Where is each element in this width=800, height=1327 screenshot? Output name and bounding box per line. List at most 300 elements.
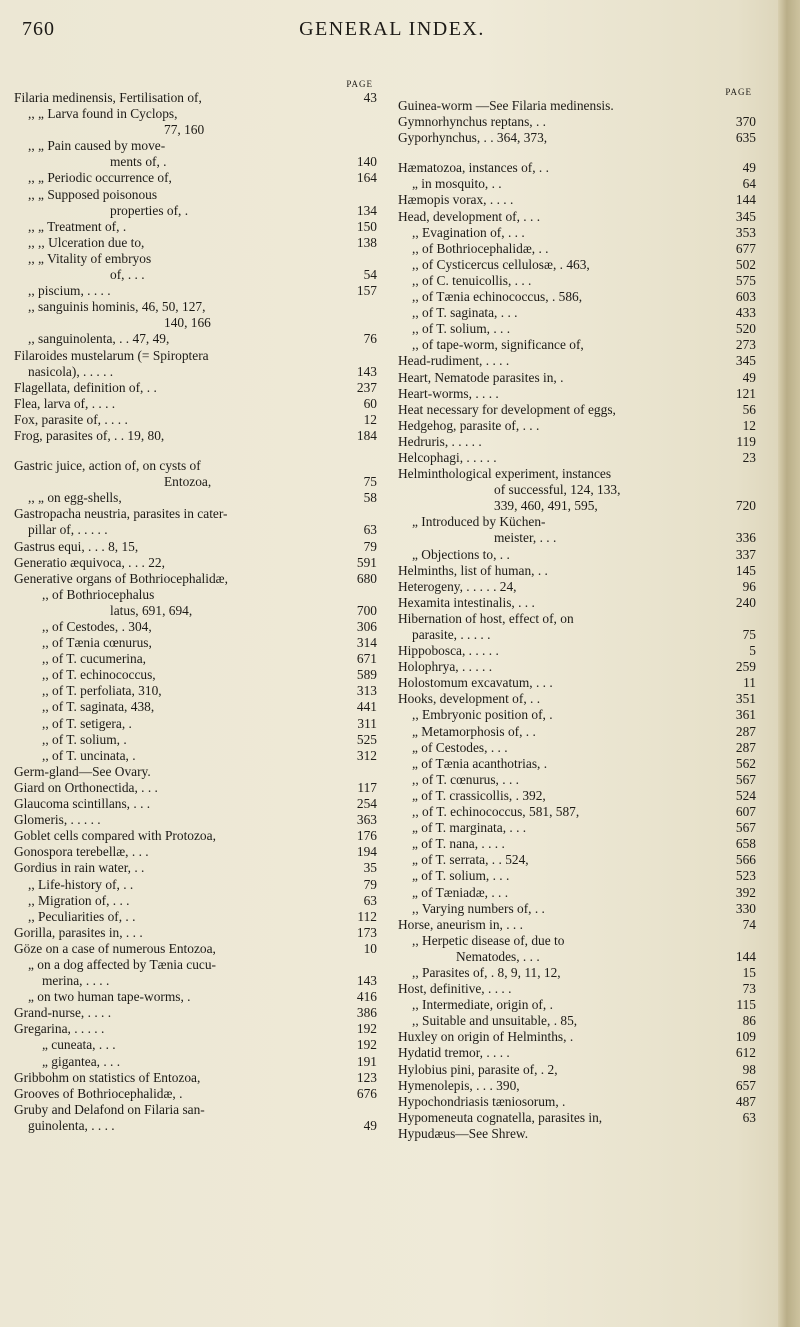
index-entry — [14, 267, 379, 283]
entry-text: Hydatid tremor, . . . . — [398, 1045, 510, 1061]
entry-page-ref: 525 — [356, 731, 377, 747]
index-entry — [14, 812, 379, 828]
entry-text: Helminthological experiment, instances — [398, 466, 612, 482]
entry-text: Gonospora terebellæ, . . . — [14, 844, 149, 860]
entry-page-ref: 49 — [742, 369, 756, 385]
entry-text: „ on a dog affected by Tænia cucu- — [28, 956, 217, 972]
entry-text: Hypomeneuta cognatella, parasites in, — [398, 1109, 603, 1125]
index-entry — [14, 1102, 379, 1118]
entry-page-ref: 109 — [735, 1029, 756, 1045]
index-entry — [14, 667, 379, 683]
entry-page-ref: 575 — [735, 272, 756, 288]
index-entry — [14, 603, 379, 619]
entry-text: Gribbohm on statistics of Entozoa, — [14, 1069, 201, 1085]
entry-text: guinolenta, . . . . — [28, 1117, 115, 1133]
entry-page-ref: 287 — [735, 723, 756, 739]
index-entry — [14, 1070, 379, 1086]
entry-text: nasicola), . . . . . — [28, 363, 114, 379]
entry-page-ref: 562 — [735, 755, 756, 771]
entry-text: ,, Migration of, . . . — [28, 892, 130, 908]
entry-page-ref: 143 — [356, 363, 377, 379]
index-entry — [14, 1054, 379, 1070]
entry-text: Heat necessary for development of eggs, — [398, 401, 616, 417]
entry-text: Flagellata, definition of, . . — [14, 379, 157, 395]
entry-page-ref: 64 — [742, 176, 756, 192]
entry-text: „ of T. nana, . . . . — [412, 836, 505, 852]
entry-text: 140, 166 — [164, 315, 211, 331]
index-entry — [398, 530, 758, 546]
entry-page-ref: 589 — [356, 667, 377, 683]
entry-page-ref: 591 — [356, 554, 377, 570]
index-entry — [14, 619, 379, 635]
index-entry — [398, 289, 758, 305]
entry-text: ,, sanguinis hominis, 46, 50, 127, — [28, 299, 206, 315]
index-entry — [14, 1005, 379, 1021]
entry-page-ref: 173 — [356, 924, 377, 940]
entry-page-ref: 312 — [356, 747, 377, 763]
index-entry — [14, 989, 379, 1005]
entry-text: Gruby and Delafond on Filaria san- — [14, 1101, 205, 1117]
entry-page-ref: 524 — [735, 787, 756, 803]
index-entry — [14, 683, 379, 699]
index-entry — [14, 283, 379, 299]
index-entry — [398, 659, 758, 675]
entry-page-ref: 74 — [742, 916, 756, 932]
index-entry — [14, 1086, 379, 1102]
index-entry — [398, 418, 758, 434]
entry-text: Hibernation of host, effect of, on — [398, 610, 574, 626]
index-entry — [398, 1029, 758, 1045]
entry-text: ,, Life-history of, . . — [28, 876, 134, 892]
entry-text: ,, piscium, . . . . — [28, 283, 111, 299]
entry-text: Heart-worms, . . . . — [398, 385, 499, 401]
entry-page-ref: 314 — [356, 635, 377, 651]
entry-text: 339, 460, 491, 595, — [494, 498, 598, 514]
index-entry — [14, 635, 379, 651]
entry-text: Hippobosca, . . . . . — [398, 643, 499, 659]
index-entry — [14, 235, 379, 251]
entry-text: ,, „ Larva found in Cyclops, — [28, 106, 178, 122]
index-entry — [14, 764, 379, 780]
entry-page-ref: 336 — [735, 530, 756, 546]
index-entry — [14, 699, 379, 715]
entry-text: Guinea-worm —See Filaria medinensis. — [398, 98, 614, 113]
index-entry — [398, 917, 758, 933]
entry-page-ref: 416 — [356, 989, 377, 1005]
entry-page-ref: 138 — [356, 234, 377, 250]
index-entry — [398, 353, 758, 369]
entry-text: Hedruris, . . . . . — [398, 433, 482, 449]
index-entry — [398, 337, 758, 353]
entry-text: Hypochondriasis tæniosorum, . — [398, 1093, 566, 1109]
index-entry — [398, 1062, 758, 1078]
entry-page-ref: 140 — [356, 154, 377, 170]
index-entry — [14, 396, 379, 412]
index-entry — [398, 305, 758, 321]
index-entry — [398, 965, 758, 981]
entry-text: ,, of T. uncinata, . — [42, 747, 136, 763]
entry-page-ref: 79 — [363, 876, 377, 892]
entry-text: Helcophagi, . . . . . — [398, 449, 497, 465]
entry-text: ,, of T. echinococcus, — [42, 667, 156, 683]
entry-page-ref: 392 — [735, 884, 756, 900]
index-entry — [398, 820, 758, 836]
entry-text: ments of, . — [110, 154, 167, 170]
index-entry — [14, 796, 379, 812]
entry-page-ref: 254 — [356, 796, 377, 812]
index-entry — [398, 1126, 758, 1142]
index-entry — [14, 860, 379, 876]
index-entry — [398, 852, 758, 868]
entry-page-ref: 121 — [735, 385, 756, 401]
entry-text: Hedgehog, parasite of, . . . — [398, 417, 540, 433]
entry-text: Generative organs of Bothriocephalidæ, — [14, 570, 228, 586]
entry-text: ,, Varying numbers of, . . — [412, 900, 545, 916]
entry-text: ,, ,, Ulceration due to, — [28, 234, 145, 250]
entry-text: ,, „ Vitality of embryos — [28, 250, 152, 266]
entry-text: „ in mosquito, . . — [412, 176, 502, 192]
index-entry — [398, 933, 758, 949]
entry-text: Hymenolepis, . . . 390, — [398, 1077, 520, 1093]
entry-page-ref: 35 — [363, 860, 377, 876]
index-entry — [398, 885, 758, 901]
entry-text: „ Introduced by Küchen- — [412, 514, 546, 530]
entry-text: Glomeris, . . . . . — [14, 812, 101, 828]
index-entry — [14, 828, 379, 844]
index-entry — [398, 498, 758, 514]
entry-text: parasite, . . . . . — [412, 627, 491, 642]
entry-page-ref: 58 — [363, 490, 377, 506]
entry-page-ref: 240 — [735, 594, 756, 610]
index-entry — [14, 1118, 379, 1134]
index-entry — [14, 364, 379, 380]
entry-text: Entozoa, — [164, 474, 212, 490]
index-entry — [398, 130, 758, 146]
index-entry — [14, 539, 379, 555]
entry-text: „ on two human tape-worms, . — [28, 989, 191, 1005]
index-entry — [398, 209, 758, 225]
index-entry — [14, 748, 379, 764]
entry-text: Gastropacha neustria, parasites in cater- — [14, 506, 228, 522]
entry-text: Gordius in rain water, . . — [14, 860, 145, 876]
index-entry — [398, 579, 758, 595]
entry-text: Flea, larva of, . . . . — [14, 395, 116, 411]
entry-text: Giard on Orthonectida, . . . — [14, 779, 158, 795]
entry-text: ,, of T. cucumerina, — [42, 651, 146, 667]
index-entry — [398, 482, 758, 498]
index-entry — [14, 877, 379, 893]
entry-page-ref: 119 — [736, 433, 756, 449]
entry-text: Hypudæus—See Shrew. — [398, 1125, 529, 1141]
entry-text: Hexamita intestinalis, . . . — [398, 594, 535, 610]
index-entry — [14, 587, 379, 603]
entry-text: Germ-gland—See Ovary. — [14, 763, 151, 779]
index-entry — [14, 219, 379, 235]
entry-page-ref: 353 — [735, 224, 756, 240]
entry-text: ,, „ Periodic occurrence of, — [28, 170, 172, 186]
entry-text: Filaria medinensis, Fertilisation of, — [14, 90, 202, 105]
index-entry — [398, 756, 758, 772]
index-entry — [14, 555, 379, 571]
entry-text: ,, of Tænia cœnurus, — [42, 635, 152, 651]
index-entry — [398, 981, 758, 997]
entry-text: „ Metamorphosis of, . . — [412, 723, 536, 739]
index-entry — [398, 1110, 758, 1126]
index-entry — [14, 203, 379, 219]
entry-text: ,, of T. echinococcus, 581, 587, — [412, 804, 580, 820]
index-entry — [398, 547, 758, 563]
entry-page-ref: 523 — [735, 868, 756, 884]
entry-page-ref: 566 — [735, 852, 756, 868]
entry-text: Hæmatozoa, instances of, . . — [398, 160, 549, 176]
index-entry — [398, 192, 758, 208]
entry-text: Grooves of Bothriocephalidæ, . — [14, 1085, 183, 1101]
entry-text: ,, Intermediate, origin of, . — [412, 997, 553, 1013]
index-entry — [14, 957, 379, 973]
entry-text: ,, of T. cœnurus, . . . — [412, 771, 519, 787]
entry-page-ref: 433 — [735, 305, 756, 321]
entry-text: Holophrya, . . . . . — [398, 659, 493, 675]
entry-page-ref: 134 — [356, 202, 377, 218]
entry-text: Frog, parasites of, . . 19, 80, — [14, 427, 165, 443]
index-entry — [398, 901, 758, 917]
index-entry — [14, 315, 379, 331]
entry-text: Heterogeny, . . . . . 24, — [398, 578, 517, 594]
page-title: GENERAL INDEX. — [299, 18, 485, 40]
entry-page-ref: 671 — [356, 651, 377, 667]
entry-page-ref: 607 — [735, 804, 756, 820]
entry-page-ref: 370 — [735, 114, 756, 130]
entry-page-ref: 11 — [743, 675, 756, 691]
index-entry — [398, 434, 758, 450]
entry-text: Goblet cells compared with Protozoa, — [14, 828, 216, 844]
entry-page-ref: 49 — [363, 1117, 377, 1133]
index-entry — [398, 1045, 758, 1061]
entry-text: ,, Parasites of, . 8, 9, 11, 12, — [412, 964, 561, 980]
entry-page-ref: 680 — [356, 570, 377, 586]
index-entry — [398, 1013, 758, 1029]
index-entry — [14, 941, 379, 957]
entry-page-ref: 306 — [356, 619, 377, 634]
entry-page-ref: 237 — [356, 379, 377, 395]
entry-page-ref: 635 — [735, 130, 756, 146]
entry-page-ref: 502 — [735, 256, 756, 272]
entry-page-ref: 700 — [356, 602, 377, 618]
entry-page-ref: 658 — [735, 836, 756, 852]
entry-text: Gymnorhynchus reptans, . . — [398, 114, 547, 130]
index-entry — [398, 691, 758, 707]
index-entry — [14, 893, 379, 909]
entry-page-ref: 12 — [363, 411, 377, 427]
index-entry — [398, 804, 758, 820]
entry-text: ,, of T. saginata, 438, — [42, 699, 155, 715]
entry-page-ref: 75 — [363, 474, 377, 490]
entry-text: Gorilla, parasites in, . . . — [14, 924, 143, 940]
entry-page-ref: 337 — [735, 546, 756, 562]
entry-text: Nematodes, . . . — [456, 948, 540, 964]
index-entry — [14, 348, 379, 364]
entry-text: Hylobius pini, parasite of, . 2, — [398, 1061, 558, 1077]
entry-text: ,, „ Treatment of, . — [28, 218, 127, 234]
index-entry — [14, 844, 379, 860]
entry-page-ref: 194 — [356, 844, 377, 860]
entry-text: ,, „ on egg-shells, — [28, 490, 122, 506]
index-entry — [398, 707, 758, 723]
entry-page-ref: 145 — [735, 562, 756, 578]
entry-text: „ gigantea, . . . — [42, 1053, 121, 1069]
index-entry — [398, 997, 758, 1013]
entry-text: Head, development of, . . . — [398, 208, 541, 224]
entry-page-ref: 345 — [735, 208, 756, 224]
entry-page-ref: 184 — [356, 427, 377, 443]
index-entry — [14, 474, 379, 490]
entry-text: Generatio æquivoca, . . . 22, — [14, 554, 165, 570]
entry-page-ref: 117 — [357, 779, 377, 795]
entry-text: properties of, . — [110, 202, 189, 218]
entry-text: Filaroides mustelarum (= Spiroptera — [14, 347, 209, 363]
index-entry — [398, 836, 758, 852]
index-entry — [398, 98, 758, 114]
page-column-label: PAGE — [725, 87, 752, 97]
entry-text: ,, of Bothriocephalus — [42, 586, 155, 602]
entry-page-ref: 144 — [735, 948, 756, 964]
index-entry — [14, 506, 379, 522]
entry-page-ref: 311 — [357, 715, 377, 731]
entry-text: Göze on a case of numerous Entozoa, — [14, 940, 216, 956]
entry-page-ref: 144 — [735, 192, 756, 208]
section-gap — [14, 444, 379, 458]
entry-page-ref: 676 — [356, 1085, 377, 1101]
entry-page-ref: 98 — [742, 1061, 756, 1077]
section-gap — [398, 146, 758, 160]
index-entry — [398, 160, 758, 176]
entry-text: latus, 691, 694, — [110, 602, 193, 618]
entry-text: Gyporhynchus, . . 364, 373, — [398, 130, 548, 146]
entry-page-ref: 86 — [742, 1013, 756, 1029]
entry-text: „ of Tænia acanthotrias, . — [412, 755, 548, 771]
entry-text: ,, sanguinolenta, . . 47, 49, — [28, 331, 170, 347]
entry-page-ref: 677 — [735, 240, 756, 256]
index-entry — [398, 114, 758, 130]
entry-text: „ of T. crassicollis, . 392, — [412, 787, 546, 803]
index-entry — [398, 949, 758, 965]
index-entry — [398, 370, 758, 386]
entry-text: of successful, 124, 133, — [494, 482, 621, 498]
index-entry — [398, 724, 758, 740]
entry-text: „ of T. serrata, . . 524, — [412, 852, 529, 868]
entry-text: ,, of T. solium, . . . — [412, 321, 511, 337]
index-entry — [14, 1037, 379, 1053]
entry-text: Heart, Nematode parasites in, . — [398, 369, 564, 385]
entry-page-ref: 12 — [742, 417, 756, 433]
entry-page-ref: 123 — [356, 1069, 377, 1085]
entry-text: Horse, aneurism in, . . . — [398, 916, 523, 932]
index-entry — [398, 386, 758, 402]
index-entry — [398, 225, 758, 241]
entry-page-ref: 15 — [742, 964, 756, 980]
index-entry — [398, 740, 758, 756]
index-column-right — [398, 86, 758, 1142]
index-entry — [14, 571, 379, 587]
index-entry — [14, 428, 379, 444]
entry-page-ref: 567 — [735, 820, 756, 836]
entry-page-ref: 657 — [735, 1077, 756, 1093]
entry-page-ref: 176 — [356, 828, 377, 844]
entry-text: „ of Cestodes, . . . — [412, 739, 508, 755]
entry-text: ,, „ Supposed poisonous — [28, 186, 158, 202]
entry-page-ref: 720 — [735, 498, 756, 514]
entry-text: Fox, parasite of, . . . . — [14, 411, 128, 427]
index-entry — [14, 380, 379, 396]
entry-text: Huxley on origin of Helminths, . — [398, 1029, 574, 1045]
entry-page-ref: 330 — [735, 900, 756, 916]
index-entry — [14, 925, 379, 941]
index-entry — [398, 627, 758, 643]
index-entry — [14, 458, 379, 474]
entry-page-ref: 361 — [735, 707, 756, 723]
index-entry — [14, 732, 379, 748]
index-entry — [14, 1021, 379, 1037]
entry-page-ref: 54 — [363, 267, 377, 283]
entry-page-ref: 192 — [356, 1037, 377, 1053]
index-entry — [398, 514, 758, 530]
entry-page-ref: 603 — [735, 289, 756, 305]
entry-page-ref: 63 — [742, 1109, 756, 1125]
entry-page-ref: 112 — [357, 908, 377, 924]
entry-text: Helminths, list of human, . . — [398, 562, 548, 578]
index-entry — [14, 973, 379, 989]
index-entry — [14, 716, 379, 732]
index-entry — [398, 611, 758, 627]
index-entry — [398, 1078, 758, 1094]
index-entry — [398, 595, 758, 611]
index-entry — [398, 675, 758, 691]
entry-page-ref: 259 — [735, 659, 756, 675]
index-entry — [14, 154, 379, 170]
index-entry — [14, 251, 379, 267]
entry-page-ref: 79 — [363, 538, 377, 554]
entry-text: Head-rudiment, . . . . — [398, 353, 510, 369]
entry-page-ref: 313 — [356, 683, 377, 699]
index-entry — [398, 450, 758, 466]
index-entry — [398, 466, 758, 482]
entry-page-ref: 487 — [735, 1093, 756, 1109]
index-column-left — [14, 78, 379, 1134]
entry-page-ref: 10 — [363, 940, 377, 956]
entry-text: meister, . . . — [494, 530, 557, 546]
entry-text: „ Objections to, . . — [412, 546, 510, 562]
entry-page-ref: 273 — [735, 337, 756, 353]
entry-text: Hæmopis vorax, . . . . — [398, 192, 514, 208]
index-entry — [14, 909, 379, 925]
entry-text: „ of T. marginata, . . . — [412, 820, 527, 836]
entry-page-ref: 150 — [356, 218, 377, 234]
entry-page-ref: 5 — [749, 643, 756, 659]
entry-text: ,, „ Pain caused by move- — [28, 138, 166, 154]
page-number: 760 — [22, 18, 55, 40]
entry-text: Host, definitive, . . . . — [398, 981, 512, 997]
index-entry — [398, 241, 758, 257]
entry-text: ,, of tape-worm, significance of, — [412, 337, 584, 353]
entry-text: Glaucoma scintillans, . . . — [14, 796, 151, 812]
entry-page-ref: 56 — [742, 401, 756, 417]
entry-text: ,, of T. solium, . — [42, 731, 127, 747]
entry-page-ref: 192 — [356, 1021, 377, 1037]
index-entry — [398, 1094, 758, 1110]
index-entry — [398, 257, 758, 273]
entry-page-ref: 63 — [363, 892, 377, 908]
entry-text: Gregarina, . . . . . — [14, 1021, 105, 1037]
